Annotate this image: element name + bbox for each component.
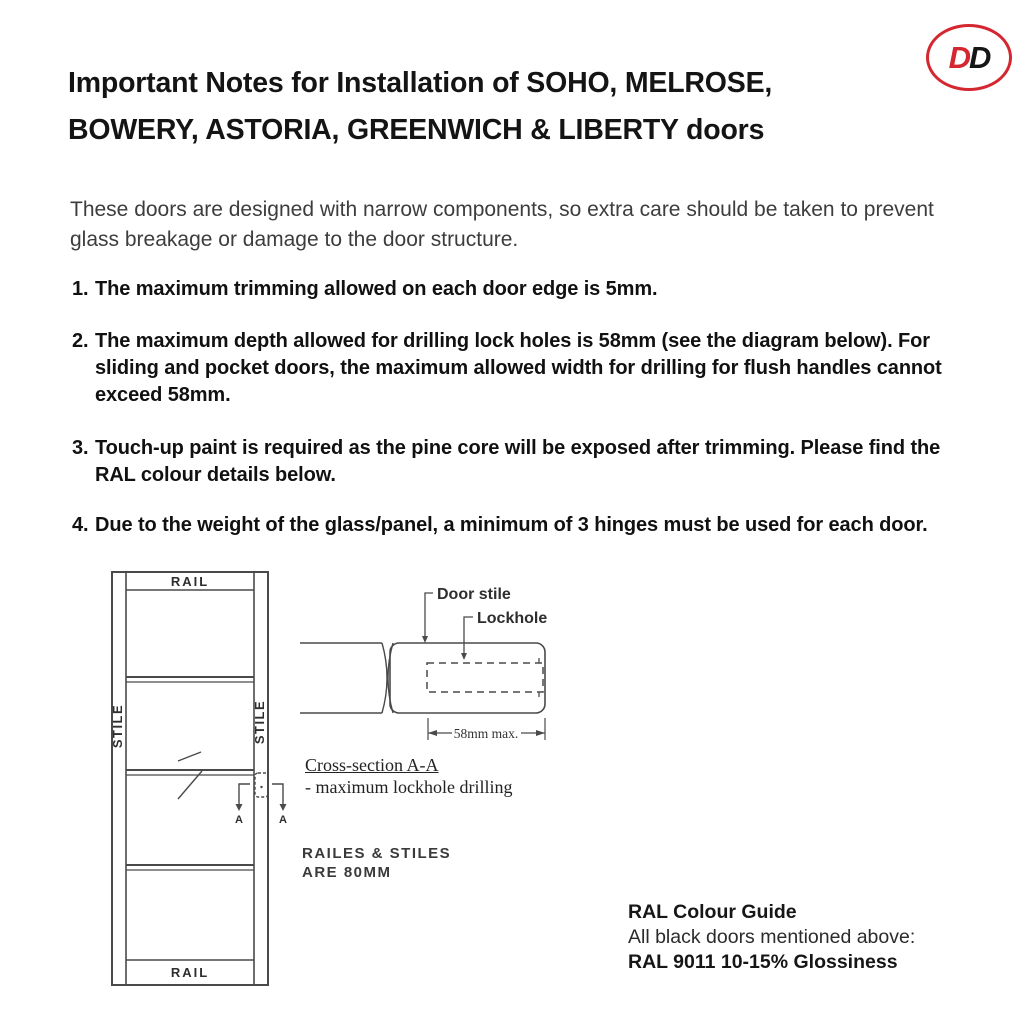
note-text: The maximum depth allowed for drilling lock holes is 58mm (see the diagram below). For sliding and pocket doors, the maximum allowed width for drilling for flush handles cannot exceed 58mm. xyxy=(95,330,942,406)
logo-letter-2: D xyxy=(969,39,990,75)
rail-top-label: RAIL xyxy=(170,574,210,589)
lockhole-dashed-area xyxy=(427,663,543,692)
dim-arrow-left xyxy=(428,730,437,736)
note-item-1 xyxy=(72,276,954,303)
rails-stiles-note xyxy=(302,844,451,882)
note-number: 4. xyxy=(72,514,89,536)
note-item-3 xyxy=(72,435,954,489)
section-marker-left: A xyxy=(235,814,243,826)
ral-guide-line2: RAL 9011 10-15% Glossiness xyxy=(628,951,898,973)
note-number: 3. xyxy=(72,437,89,459)
note-item-4 xyxy=(72,512,954,539)
page-title xyxy=(68,60,968,154)
ral-guide-title: RAL Colour Guide xyxy=(628,901,797,923)
door-elevation-diagram xyxy=(103,563,298,998)
page-title-line1: Important Notes for Installation of SOHO, MELROSE, xyxy=(68,67,773,99)
note-text: Touch-up paint is required as the pine core will be exposed after trimming. Please find the RAL colour details below. xyxy=(95,437,941,486)
ral-guide-line1: All black doors mentioned above: xyxy=(628,926,916,948)
note-number: 1. xyxy=(72,278,89,300)
logo-letter-1: D xyxy=(948,39,969,75)
rail-bottom-label: RAIL xyxy=(170,965,210,980)
section-leader-left xyxy=(239,784,250,804)
cross-section-caption-title: Cross-section A-A xyxy=(305,755,439,775)
door-stile-leader xyxy=(425,593,433,638)
dimension-label: 58mm max. xyxy=(453,726,519,741)
section-marker-right: A xyxy=(279,814,287,826)
section-leader-right xyxy=(272,784,283,804)
door-stile-label: Door stile xyxy=(437,586,511,603)
rails-note-line2: ARE 80MM xyxy=(302,864,392,881)
section-arrow-left xyxy=(236,804,243,811)
rails-note-line1: RAILES & STILES xyxy=(302,845,452,862)
dim-arrow-right xyxy=(536,730,545,736)
section-arrow-right xyxy=(280,804,287,811)
ral-colour-guide xyxy=(628,900,915,975)
break-line xyxy=(382,643,387,713)
lockhole-dot xyxy=(260,786,262,788)
note-number: 2. xyxy=(72,330,89,352)
lockhole-leader xyxy=(464,617,473,655)
glass-mark xyxy=(178,752,201,761)
note-text: The maximum trimming allowed on each door edge is 5mm. xyxy=(95,278,658,300)
stile-right-label: STILE xyxy=(252,699,267,745)
intro-paragraph: These doors are designed with narrow components, so extra care should be taken to prevent glass breakage or damage to the door structure. xyxy=(70,198,934,251)
lockhole-label: Lockhole xyxy=(477,610,548,627)
page-title-line2: BOWERY, ASTORIA, GREENWICH & LIBERTY doors xyxy=(68,114,765,146)
lockhole-arrow xyxy=(461,653,467,660)
note-text: Due to the weight of the glass/panel, a minimum of 3 hinges must be used for each door. xyxy=(95,514,928,536)
cross-section-caption xyxy=(305,754,512,798)
cross-section-caption-sub: - maximum lockhole drilling xyxy=(305,777,513,797)
door-outline xyxy=(112,572,268,985)
stile-left-label: STILE xyxy=(110,703,125,749)
stile-section-outline xyxy=(390,643,545,713)
door-stile-arrow xyxy=(422,636,428,643)
note-item-2 xyxy=(72,328,954,409)
lockhole-marker xyxy=(255,773,268,797)
